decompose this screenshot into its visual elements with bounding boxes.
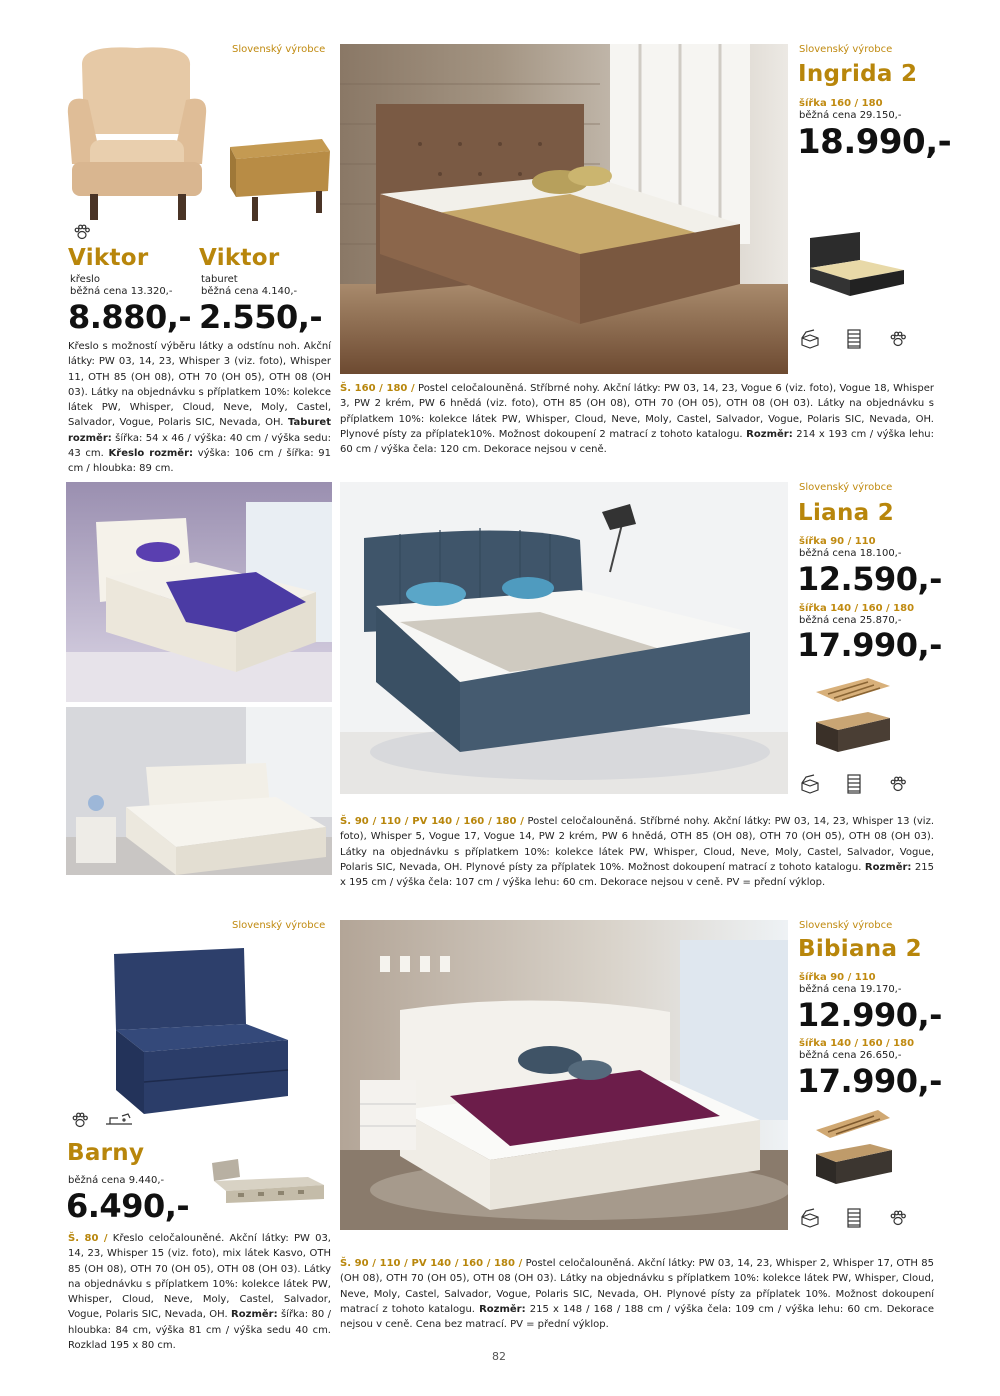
viktor-armchair-photo — [62, 44, 212, 224]
viktor-stool-price: 2.550,- — [199, 298, 323, 336]
viktor-chair-regular-price: běžná cena 13.320,- — [70, 286, 173, 297]
storage-box-icon — [800, 1208, 820, 1228]
ingrida-description: Š. 160 / 180 / Postel celočalouněná. Stříbrné nohy. Akční látky: PW 03, 14, 23, Vogue 6 (viz. foto), Vogue 18, Whisper 3, PW 2 krém, PW 6 hnědá (viz. foto), OTH 85 (OH 08), OTH 70 (OH 05), OTH 08 (OH 03). Látky na objednávku s příplatkem 10%: kolekce látek PW, Whisper, Cloud, Neve, Moly, Castel, Salvador, Vogue, Polaris SIC, Nevada, OH. Plynové písty za příplatek10%. Možnost dokoupení 2 matrací z tohoto katalogu. Rozměr: 214 x 193 cm / výška lehu: 60 cm / výška čela: 120 cm. Dekorace nejsou v ceně. — [340, 383, 935, 456]
ingrida-bed-photo — [340, 44, 788, 374]
liana-main-bed-photo — [340, 482, 788, 794]
bibiana-size-2: šířka 140 / 160 / 180 — [799, 1038, 915, 1049]
liana-price-1: 12.590,- — [797, 560, 942, 598]
barny-regular-price: běžná cena 9.440,- — [68, 1175, 165, 1186]
paw-icon — [70, 1110, 90, 1130]
viktor-chair-subtitle: křeslo — [70, 274, 100, 285]
viktor-chair-price: 8.880,- — [68, 298, 192, 336]
barny-feature-icons — [70, 1110, 134, 1130]
liana-single-bed-photo — [66, 482, 332, 702]
ingrida-regular-price: běžná cena 29.150,- — [799, 110, 902, 121]
barny-description: Š. 80 / Křeslo celočalouněné. Akční látky: PW 03, 14, 23, Whisper 15 (viz. foto), mix látek Kasvo, OTH 85 (OH 08), OTH 70 (OH 05), OTH 08 (OH 03). Látky na objednávku s příplatkem 10%: kolekce látek PW, Whisper, Cloud, Neve, Moly, Castel, Salvador, Vogue, Polaris SIC, Nevada, OH. Rozměr: šířka: 80 / hloubka: 84 cm, výška 81 cm / výška sedu 40 cm. Rozklad 195 x 80 cm. — [68, 1233, 331, 1352]
liana-regular-price-1: běžná cena 18.100,- — [799, 548, 902, 559]
ladder-frame-icon — [844, 1208, 864, 1228]
bibiana-price-2: 17.990,- — [797, 1062, 942, 1100]
maker-label-ingrida: Slovenský výrobce — [799, 44, 893, 55]
bibiana-description: Š. 90 / 110 / PV 140 / 160 / 180 / Postel celočalouněná. Akční látky: PW 03, 14, 23, Whisper 2, Whisper 17, OTH 85 (OH 08), OTH 70 (OH 05), OTH 08 (OH 03). Látky na objednávku s příplatkem 10%: kolekce látek PW, Whisper, Cloud, Neve, Moly, Castel, Salvador, Vogue, Polaris SIC, Nevada, OH. Plynové písty za příplatek 10%. Možnost dokoupení matrací z tohoto katalogu. Rozměr: 215 x 148 / 168 / 188 cm / výška čela: 109 cm / výška lehu: 60 cm. Dekorace nejsou v ceně. Cena bez matrací. PV = přední výklop. — [340, 1258, 934, 1331]
barny-price: 6.490,- — [66, 1187, 190, 1225]
liana-name: Liana 2 — [798, 500, 895, 526]
barny-chair-photo — [104, 944, 296, 1120]
maker-label-liana: Slovenský výrobce — [799, 482, 893, 493]
viktor-stool-photo — [222, 135, 332, 225]
paw-icon — [888, 774, 908, 794]
bibiana-bed-photo — [340, 920, 788, 1230]
liana-storage-thumbnail-photo — [808, 672, 896, 762]
maker-label-bibiana: Slovenský výrobce — [799, 920, 893, 931]
ingrida-thumbnail-photo — [800, 230, 910, 300]
paw-icon — [888, 329, 908, 349]
viktor-description: Křeslo s možností výběru látky a odstínu noh. Akční látky: PW 03, 14, 23, Whisper 3 (viz. foto), Whisper 11, OTH 85 (OH 08), OTH 70 (OH 05), OTH 08 (OH 03). Látky na objednávku s příplatkem 10%: kolekce látek PW, Whisper, Cloud, Neve, Moly, Castel, Salvador, Vogue, Polaris SIC, Nevada, OH. Taburet rozměr: šířka: 54 x 46 / výška: 40 cm / výška sedu: 43 cm. Křeslo rozměr: výška: 106 cm / šířka: 91 cm / hloubka: 89 cm. — [68, 341, 331, 475]
bibiana-price-1: 12.990,- — [797, 996, 942, 1034]
bibiana-regular-price-2: běžná cena 26.650,- — [799, 1050, 902, 1061]
storage-box-icon — [800, 329, 820, 349]
ingrida-size: šířka 160 / 180 — [799, 98, 883, 109]
page-number: 82 — [492, 1350, 506, 1363]
bibiana-feature-icons — [800, 1208, 908, 1228]
liana-description: Š. 90 / 110 / PV 140 / 160 / 180 / Postel celočalouněná. Stříbrné nohy. Akční látky: PW 03, 14, 23, Whisper 13 (viz. foto), Whisper 5, Vogue 17, Vogue 14, PW 2 krém, PW 6 hnědá, OTH 85 (OH 08), OTH 70 (OH 05), OTH 08 (OH 03). Látky na objednávku s příplatkem 10%: kolekce látek PW, Whisper, Cloud, Neve, Moly, Castel, Salvador, Vogue, Polaris SIC, Nevada, OH. Plynové písty za příplatek 10%. Možnost dokoupení matrací z tohoto katalogu. Rozměr: 215 x 195 cm / výška čela: 107 cm / výška lehu: 60 cm. Dekorace nejsou v ceně. PV = přední výklop. — [340, 816, 935, 889]
sofa-bed-icon — [104, 1110, 134, 1130]
paw-icon — [72, 222, 92, 242]
ladder-frame-icon — [844, 774, 864, 794]
viktor-stool-name: Viktor — [199, 245, 280, 271]
bibiana-name: Bibiana 2 — [798, 936, 922, 962]
viktor-chair-name: Viktor — [68, 245, 149, 271]
ingrida-feature-icons — [800, 329, 908, 349]
liana-feature-icons — [800, 774, 908, 794]
liana-price-2: 17.990,- — [797, 626, 942, 664]
liana-size-1: šířka 90 / 110 — [799, 536, 876, 547]
ingrida-price: 18.990,- — [797, 122, 952, 162]
barny-name: Barny — [67, 1140, 145, 1166]
maker-label-barny: Slovenský výrobce — [232, 920, 326, 931]
liana-size-2: šířka 140 / 160 / 180 — [799, 603, 915, 614]
viktor-stool-regular-price: běžná cena 4.140,- — [201, 286, 298, 297]
maker-label-viktor: Slovenský výrobce — [232, 44, 326, 55]
ingrida-name: Ingrida 2 — [798, 61, 918, 87]
ladder-frame-icon — [844, 329, 864, 349]
viktor-stool-subtitle: taburet — [201, 274, 238, 285]
bibiana-storage-thumbnail-photo — [808, 1104, 896, 1190]
barny-unfolded-photo — [208, 1155, 328, 1205]
liana-regular-price-2: běžná cena 25.870,- — [799, 615, 902, 626]
storage-box-icon — [800, 774, 820, 794]
bibiana-size-1: šířka 90 / 110 — [799, 972, 876, 983]
paw-icon — [888, 1208, 908, 1228]
bibiana-regular-price-1: běžná cena 19.170,- — [799, 984, 902, 995]
liana-double-bed-white-photo — [66, 707, 332, 875]
